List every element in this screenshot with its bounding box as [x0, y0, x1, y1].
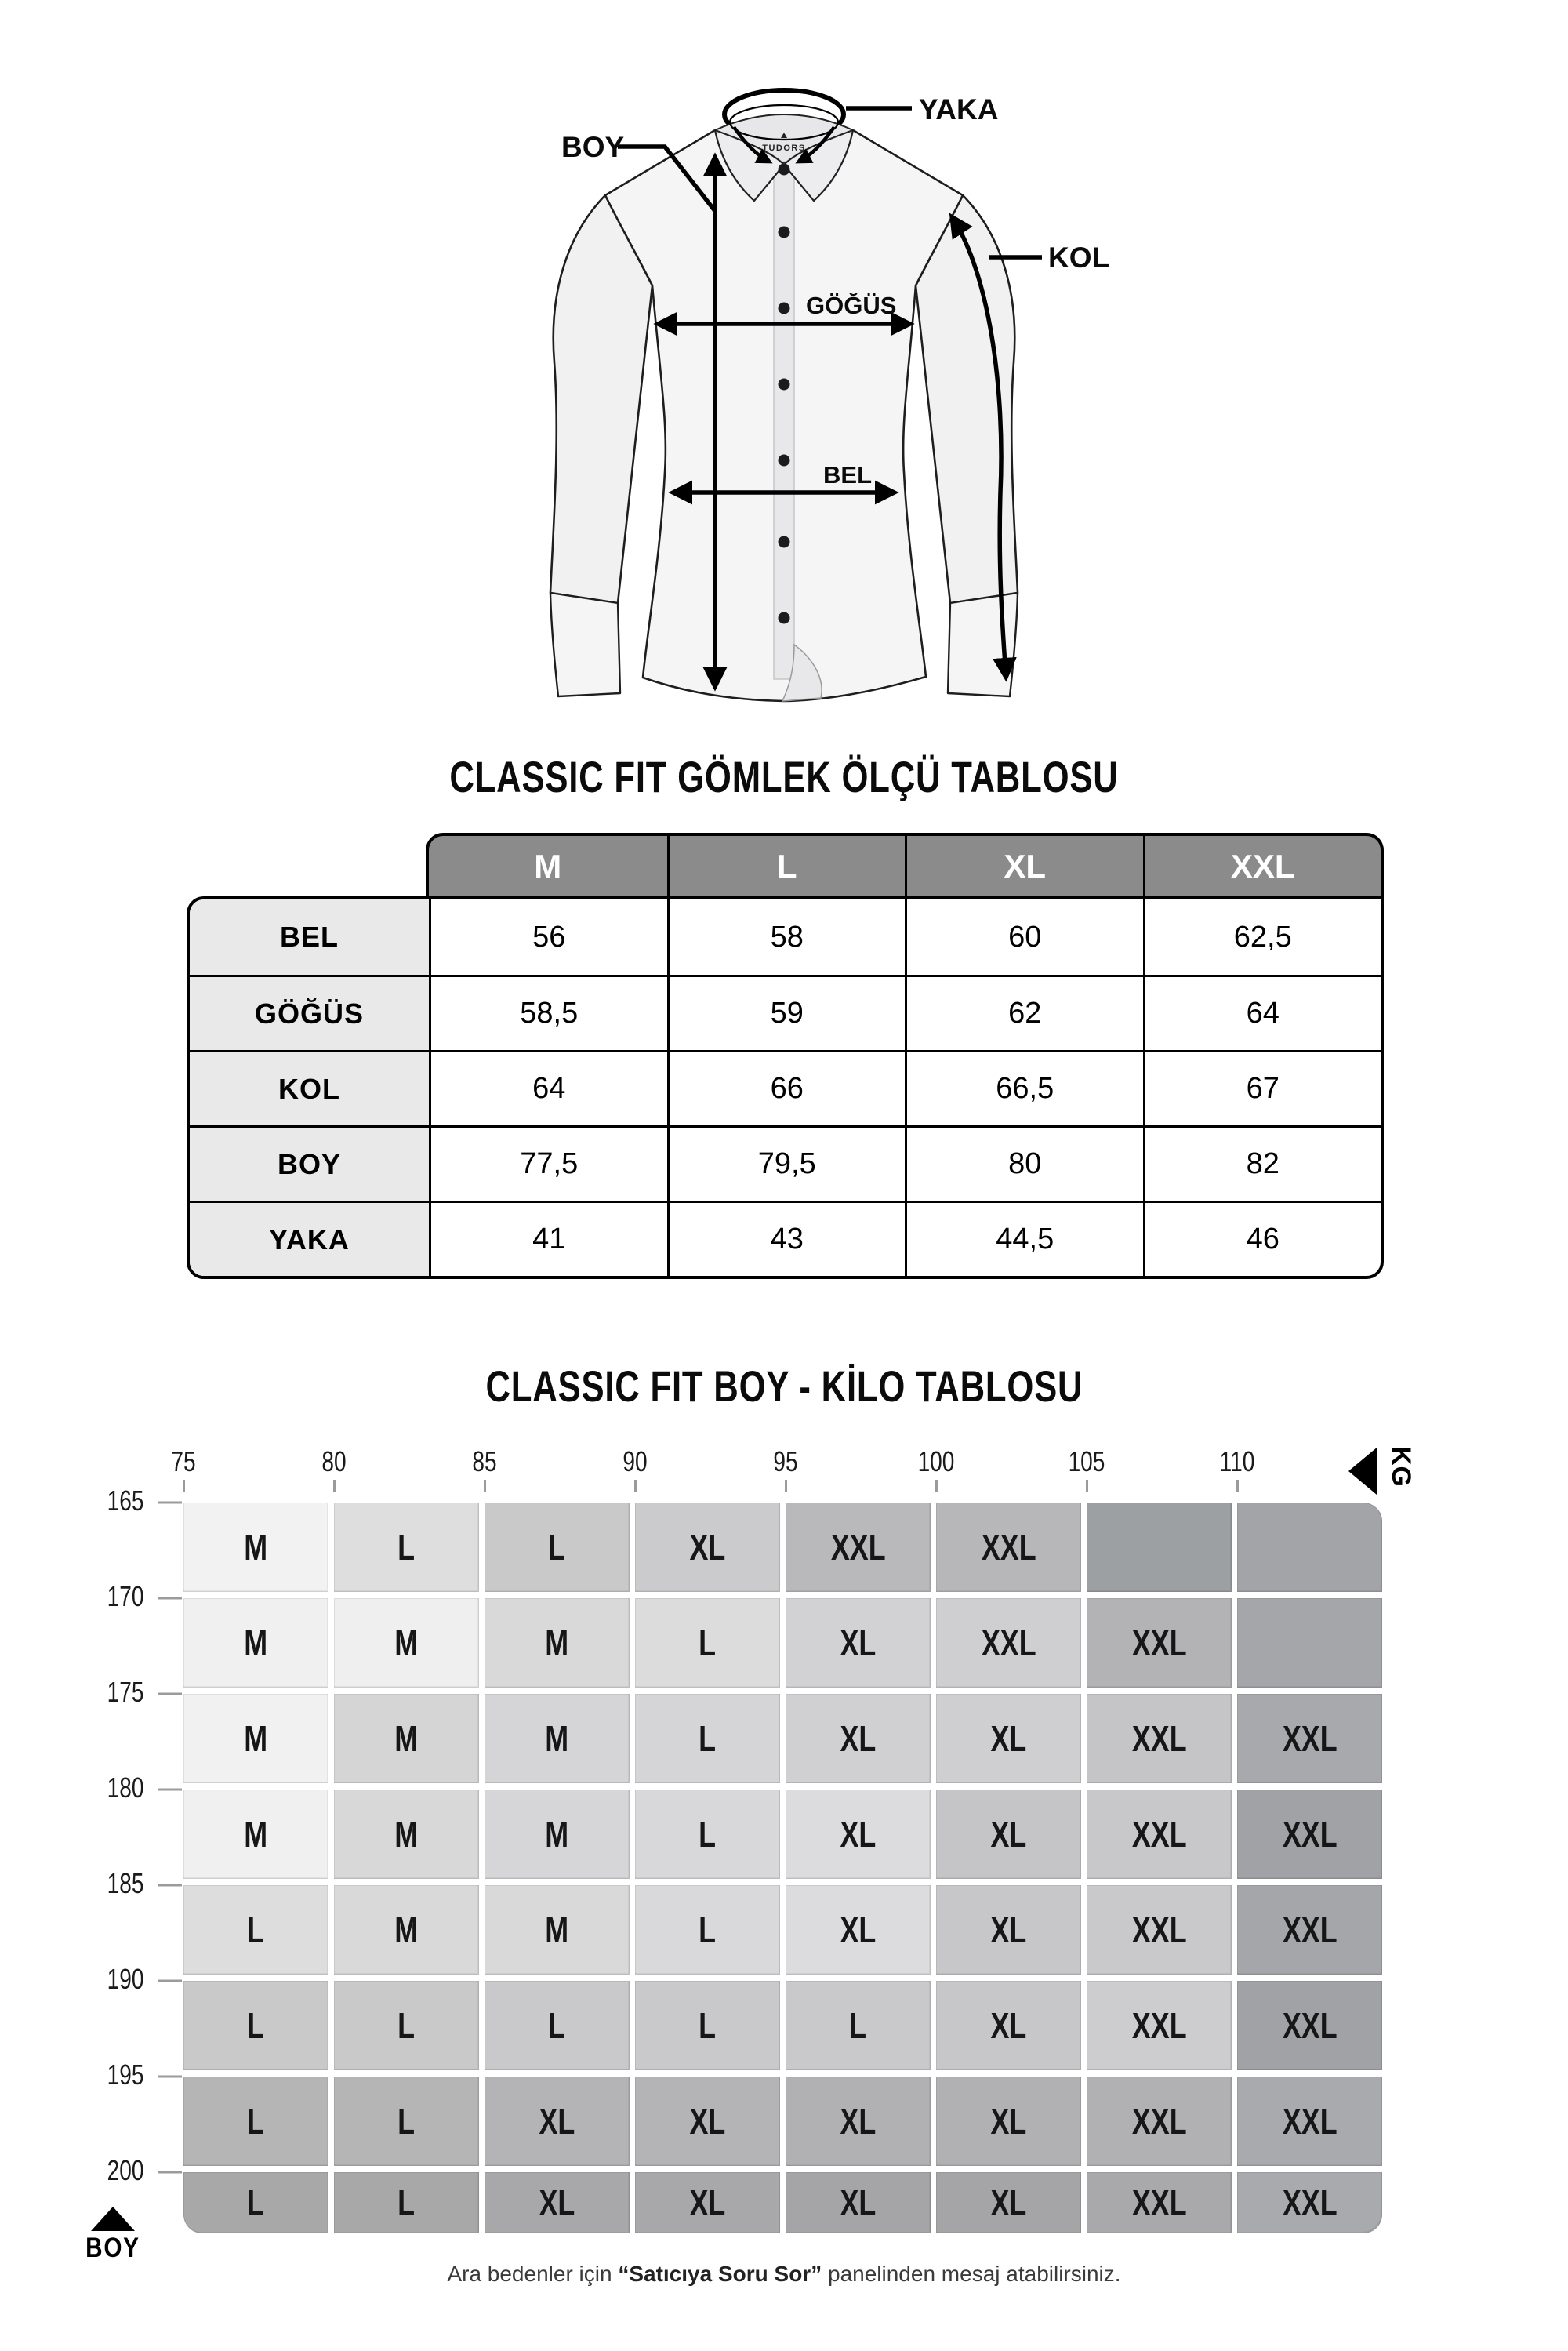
- size-value-cell: 44,5: [905, 1201, 1143, 1276]
- matrix-size-cell: [635, 1503, 780, 1592]
- matrix-size-value: M: [545, 1814, 569, 1855]
- size-value-cell: 62: [905, 975, 1143, 1050]
- size-column-header: XL: [905, 836, 1143, 896]
- matrix-size-value: XL: [689, 1527, 726, 1568]
- brand-label: TUDORS: [762, 144, 806, 153]
- size-value-cell: 64: [1143, 975, 1381, 1050]
- matrix-size-cell: [786, 1885, 931, 1975]
- matrix-size-value: XL: [840, 1622, 877, 1663]
- matrix-size-cell: [1087, 1503, 1232, 1592]
- matrix-size-cell: [1237, 1790, 1382, 1879]
- footer-prefix: Ara bedenler için: [447, 2262, 619, 2286]
- size-value-cell: 66: [667, 1050, 906, 1125]
- matrix-size-cell: [183, 1598, 328, 1688]
- matrix-size-value: XL: [990, 2182, 1027, 2223]
- boy-tick-label: [30, 1963, 149, 1996]
- boy-tick-mark: [158, 2076, 182, 2078]
- footer-bold: “Satıcıya Soru Sor”: [618, 2262, 822, 2286]
- kg-tick-mark: [1086, 1480, 1088, 1492]
- matrix-size-value: L: [247, 1910, 265, 1950]
- boy-tick-value: 180: [107, 1771, 144, 1804]
- matrix-size-value: XXL: [830, 1527, 886, 1568]
- matrix-size-value: M: [244, 1527, 268, 1568]
- matrix-size-value: XL: [539, 2182, 575, 2223]
- matrix-size-cell: [183, 2077, 328, 2166]
- matrix-size-value: XL: [990, 1910, 1027, 1950]
- kg-tick-mark: [935, 1480, 938, 1492]
- bel-diagram-label: BEL: [823, 461, 872, 489]
- matrix-size-cell: [936, 1885, 1081, 1975]
- matrix-size-cell: [1087, 1694, 1232, 1783]
- matrix-size-cell: [334, 1694, 479, 1783]
- matrix-size-cell: [635, 1981, 780, 2070]
- kg-tick-mark: [1236, 1480, 1239, 1492]
- kg-tick-mark: [484, 1480, 486, 1492]
- matrix-size-cell: [1087, 2077, 1232, 2166]
- kg-tick-mark: [183, 1480, 185, 1492]
- measure-row-label: GÖĞÜS: [190, 975, 429, 1050]
- matrix-size-cell: [936, 1598, 1081, 1688]
- matrix-size-value: M: [244, 1622, 268, 1663]
- kg-tick-value: 85: [472, 1445, 497, 1477]
- matrix-size-cell: [786, 1790, 931, 1879]
- matrix-size-cell: [334, 1598, 479, 1688]
- measure-row-label: KOL: [190, 1050, 429, 1125]
- kg-axis-label: KG: [1386, 1446, 1416, 1488]
- matrix-size-value: M: [394, 1718, 419, 1759]
- matrix-size-cell: [936, 1503, 1081, 1592]
- size-value-cell: 56: [429, 899, 667, 975]
- matrix-size-cell: [1087, 1598, 1232, 1688]
- boy-tick-label: [30, 1580, 149, 1613]
- size-value-cell: 67: [1143, 1050, 1381, 1125]
- matrix-size-cell: [183, 1981, 328, 2070]
- kg-tick-value: 110: [1219, 1445, 1255, 1477]
- measure-row-label: BOY: [190, 1125, 429, 1201]
- matrix-size-value: L: [397, 2182, 416, 2223]
- matrix-size-cell: [183, 1790, 328, 1879]
- kg-tick-mark: [785, 1480, 787, 1492]
- matrix-size-value: L: [548, 1527, 566, 1568]
- boy-tick-value: 185: [107, 1866, 144, 1899]
- size-value-cell: 60: [905, 899, 1143, 975]
- matrix-size-value: XXL: [1131, 1910, 1187, 1950]
- matrix-size-cell: [786, 2172, 931, 2233]
- size-value-cell: 62,5: [1143, 899, 1381, 975]
- matrix-size-value: XL: [990, 1814, 1027, 1855]
- matrix-size-value: XXL: [1282, 1718, 1338, 1759]
- kg-axis-arrow-icon: [1348, 1448, 1377, 1495]
- matrix-size-value: L: [699, 1718, 717, 1759]
- size-value-cell: 46: [1143, 1201, 1381, 1276]
- boy-axis-arrow-icon: [91, 2207, 135, 2231]
- matrix-size-value: L: [699, 2005, 717, 2046]
- size-column-header: XXL: [1143, 836, 1381, 896]
- matrix-size-value: XXL: [1131, 1814, 1187, 1855]
- matrix-size-cell: [1087, 1981, 1232, 2070]
- matrix-size-cell: [485, 1503, 630, 1592]
- matrix-size-value: L: [247, 2101, 265, 2142]
- matrix-size-value: M: [394, 1814, 419, 1855]
- boy-tick-label: [30, 1676, 149, 1709]
- matrix-size-cell: [786, 1694, 931, 1783]
- matrix-size-value: M: [394, 1622, 419, 1663]
- matrix-size-value: M: [545, 1622, 569, 1663]
- boy-tick-mark: [158, 1693, 182, 1695]
- matrix-size-cell: [334, 1885, 479, 1975]
- matrix-size-cell: [936, 2077, 1081, 2166]
- matrix-size-value: M: [394, 1910, 419, 1950]
- matrix-size-cell: [485, 2172, 630, 2233]
- matrix-size-cell: [485, 1981, 630, 2070]
- kg-tick-label: [318, 1445, 350, 1478]
- matrix-size-cell: [635, 2172, 780, 2233]
- matrix-size-value: L: [699, 1814, 717, 1855]
- matrix-size-cell: [1237, 1885, 1382, 1975]
- matrix-size-value: XXL: [1131, 2101, 1187, 2142]
- matrix-size-cell: [635, 1598, 780, 1688]
- matrix-size-value: XXL: [1282, 1814, 1338, 1855]
- yaka-diagram-label: YAKA: [919, 93, 999, 125]
- matrix-size-value: XXL: [1282, 2005, 1338, 2046]
- matrix-size-value: XL: [539, 2101, 575, 2142]
- matrix-size-value: XXL: [1282, 1910, 1338, 1950]
- shirt-left-sleeve: [550, 195, 652, 696]
- matrix-size-cell: [334, 1981, 479, 2070]
- boy-tick-value: 170: [107, 1579, 144, 1612]
- boy-tick-value: 195: [107, 2058, 144, 2091]
- matrix-size-cell: [485, 1790, 630, 1879]
- footer-note: [0, 2262, 1568, 2287]
- size-table-body: [187, 896, 1384, 1279]
- size-value-cell: 58: [667, 899, 906, 975]
- matrix-size-value: M: [244, 1718, 268, 1759]
- size-value-cell: 64: [429, 1050, 667, 1125]
- matrix-size-cell: [334, 2172, 479, 2233]
- matrix-size-value: L: [247, 2182, 265, 2223]
- size-value-cell: 82: [1143, 1125, 1381, 1201]
- size-value-cell: 59: [667, 975, 906, 1050]
- kg-tick-label: [913, 1445, 960, 1478]
- matrix-size-cell: [635, 2077, 780, 2166]
- matrix-size-value: L: [699, 1910, 717, 1950]
- kg-tick-label: [168, 1445, 199, 1478]
- fit-matrix-title: CLASSIC FIT BOY - KİLO TABLOSU: [485, 1361, 1083, 1411]
- matrix-size-value: L: [247, 2005, 265, 2046]
- matrix-size-cell: [183, 2172, 328, 2233]
- matrix-size-cell: [485, 1885, 630, 1975]
- size-value-cell: 80: [905, 1125, 1143, 1201]
- matrix-size-cell: [485, 2077, 630, 2166]
- matrix-size-cell: [1237, 2077, 1382, 2166]
- matrix-size-value: XL: [840, 1910, 877, 1950]
- matrix-size-value: XXL: [1131, 2005, 1187, 2046]
- boy-tick-mark: [158, 1502, 182, 1504]
- kg-tick-value: 105: [1068, 1445, 1105, 1477]
- matrix-size-value: L: [397, 1527, 416, 1568]
- matrix-size-cell: [183, 1694, 328, 1783]
- matrix-size-cell: [786, 1981, 931, 2070]
- matrix-size-cell: [1087, 2172, 1232, 2233]
- matrix-size-cell: [485, 1694, 630, 1783]
- kg-tick-label: [770, 1445, 801, 1478]
- matrix-size-cell: [183, 1503, 328, 1592]
- matrix-size-value: M: [244, 1814, 268, 1855]
- matrix-size-value: XXL: [1131, 1718, 1187, 1759]
- kg-tick-label: [469, 1445, 500, 1478]
- matrix-size-value: L: [849, 2005, 867, 2046]
- matrix-size-cell: [786, 1503, 931, 1592]
- matrix-size-value: XL: [840, 1814, 877, 1855]
- matrix-size-value: XXL: [1131, 2182, 1187, 2223]
- size-table-title: CLASSIC FIT GÖMLEK ÖLÇÜ TABLOSU: [449, 752, 1119, 801]
- gogus-diagram-label: GÖĞÜS: [806, 292, 897, 319]
- matrix-size-value: XXL: [981, 1622, 1036, 1663]
- matrix-size-cell: [635, 1885, 780, 1975]
- matrix-size-cell: [936, 2172, 1081, 2233]
- size-table-header-row: [426, 833, 1384, 896]
- boy-axis-label: BOY: [85, 2233, 140, 2263]
- kg-tick-value: 75: [171, 1445, 196, 1477]
- measure-row-label: BEL: [190, 899, 429, 975]
- kol-diagram-label: KOL: [1048, 242, 1110, 274]
- size-value-cell: 77,5: [429, 1125, 667, 1201]
- matrix-size-value: M: [545, 1718, 569, 1759]
- matrix-size-cell: [786, 1598, 931, 1688]
- measure-row-label: YAKA: [190, 1201, 429, 1276]
- kg-tick-label: [619, 1445, 651, 1478]
- matrix-size-cell: [1237, 1981, 1382, 2070]
- boy-tick-value: 200: [107, 2153, 144, 2186]
- matrix-size-cell: [334, 1503, 479, 1592]
- matrix-size-value: XL: [990, 2005, 1027, 2046]
- matrix-size-cell: [936, 1981, 1081, 2070]
- matrix-size-cell: [936, 1790, 1081, 1879]
- kg-tick-label: [1214, 1445, 1259, 1478]
- kg-tick-label: [1063, 1445, 1110, 1478]
- matrix-size-cell: [1087, 1790, 1232, 1879]
- matrix-size-value: XL: [840, 2101, 877, 2142]
- boy-tick-label: [30, 2154, 149, 2187]
- matrix-size-cell: [334, 1790, 479, 1879]
- matrix-size-value: XL: [840, 1718, 877, 1759]
- shirt-measurement-diagram: [439, 61, 1129, 720]
- matrix-size-cell: [334, 2077, 479, 2166]
- matrix-size-cell: [183, 1885, 328, 1975]
- matrix-size-value: XXL: [1282, 2101, 1338, 2142]
- matrix-size-cell: [635, 1790, 780, 1879]
- matrix-size-value: XXL: [981, 1527, 1036, 1568]
- matrix-size-value: XL: [990, 1718, 1027, 1759]
- size-value-cell: 79,5: [667, 1125, 906, 1201]
- kg-tick-mark: [333, 1480, 336, 1492]
- matrix-size-cell: [1237, 1598, 1382, 1688]
- size-column-header: M: [534, 847, 562, 885]
- matrix-size-value: L: [699, 1622, 717, 1663]
- boy-tick-label: [30, 2058, 149, 2091]
- boy-tick-mark: [158, 1884, 182, 1887]
- boy-tick-mark: [158, 1789, 182, 1791]
- matrix-size-value: XL: [689, 2182, 726, 2223]
- size-value-cell: 66,5: [905, 1050, 1143, 1125]
- boy-tick-label: [30, 1867, 149, 1900]
- size-value-cell: 41: [429, 1201, 667, 1276]
- matrix-size-cell: [485, 1598, 630, 1688]
- matrix-size-cell: [635, 1694, 780, 1783]
- matrix-size-value: L: [397, 2101, 416, 2142]
- matrix-size-value: XXL: [1282, 2182, 1338, 2223]
- boy-tick-mark: [158, 1980, 182, 1982]
- boy-tick-mark: [158, 2171, 182, 2174]
- matrix-size-value: XXL: [1131, 1622, 1187, 1663]
- boy-diagram-label: BOY: [561, 131, 625, 163]
- matrix-size-value: XL: [990, 2101, 1027, 2142]
- kg-tick-value: 100: [917, 1445, 955, 1477]
- kg-tick-value: 90: [622, 1445, 648, 1477]
- height-weight-matrix: [183, 1503, 1382, 2233]
- size-column-header: L: [667, 836, 906, 896]
- matrix-size-cell: [1237, 1694, 1382, 1783]
- matrix-size-cell: [1237, 1503, 1382, 1592]
- boy-tick-value: 175: [107, 1675, 144, 1708]
- size-value-cell: 43: [667, 1201, 906, 1276]
- matrix-size-value: L: [548, 2005, 566, 2046]
- boy-tick-label: [30, 1771, 149, 1804]
- boy-tick-value: 190: [107, 1962, 144, 1995]
- matrix-size-cell: [1087, 1885, 1232, 1975]
- matrix-size-value: L: [397, 2005, 416, 2046]
- kg-tick-value: 95: [773, 1445, 798, 1477]
- footer-suffix: panelinden mesaj atabilirsiniz.: [822, 2262, 1121, 2286]
- boy-tick-value: 165: [107, 1484, 144, 1517]
- matrix-size-value: XL: [840, 2182, 877, 2223]
- kg-tick-mark: [634, 1480, 637, 1492]
- kg-tick-value: 80: [321, 1445, 347, 1477]
- matrix-size-cell: [1237, 2172, 1382, 2233]
- size-value-cell: 58,5: [429, 975, 667, 1050]
- matrix-size-value: M: [545, 1910, 569, 1950]
- boy-tick-mark: [158, 1597, 182, 1600]
- matrix-size-value: XL: [689, 2101, 726, 2142]
- matrix-size-cell: [936, 1694, 1081, 1783]
- matrix-size-cell: [786, 2077, 931, 2166]
- boy-tick-label: [30, 1484, 149, 1517]
- size-table: [187, 833, 1384, 1279]
